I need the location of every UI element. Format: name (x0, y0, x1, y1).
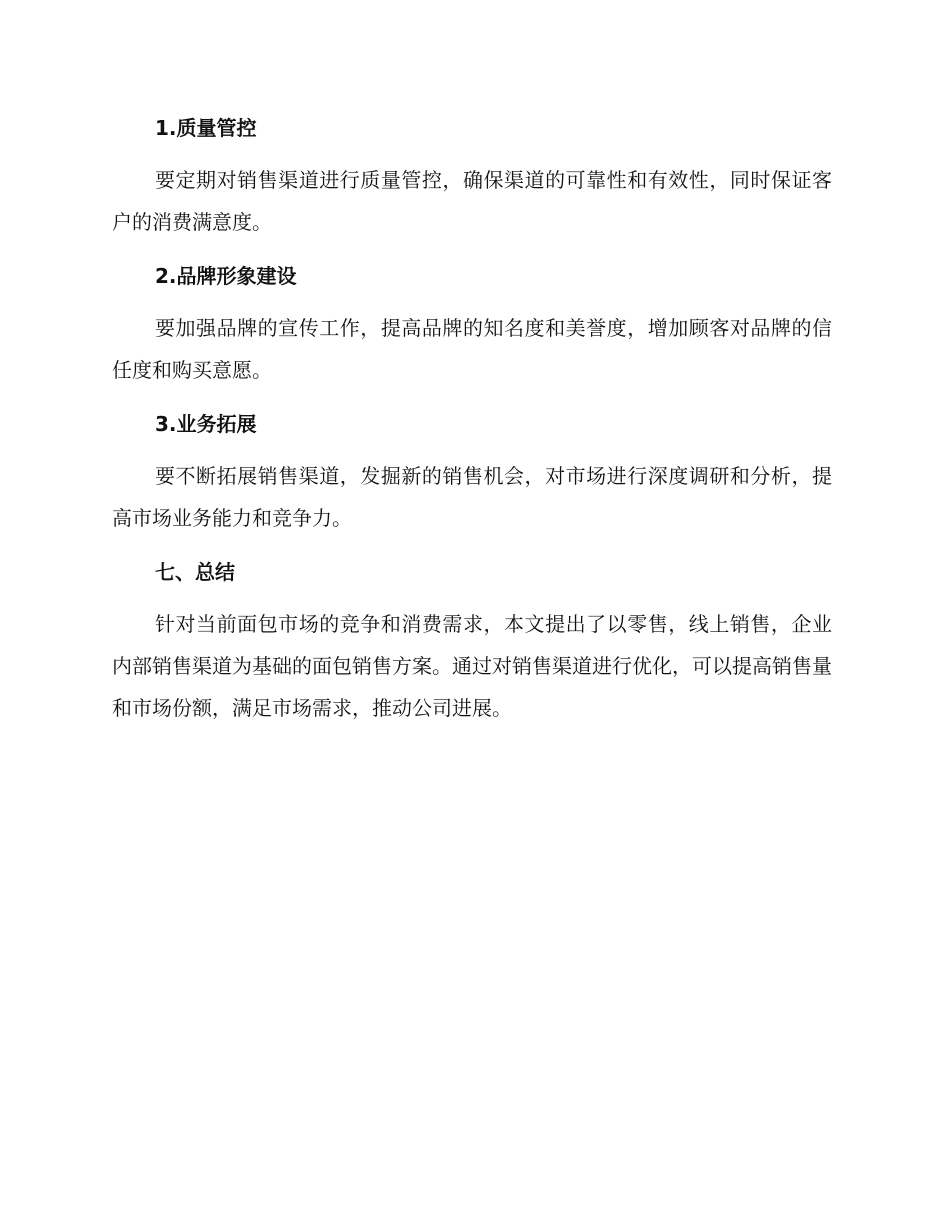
section-body-quality-control: 要定期对销售渠道进行质量管控，确保渠道的可靠性和有效性，同时保证客户的消费满意度。 (112, 168, 832, 234)
spacer (112, 444, 832, 455)
spacer (112, 148, 832, 159)
section-heading-quality-control: 1.质量管控 (155, 116, 257, 140)
spacer (112, 539, 832, 552)
section-heading-business-expansion: 3.业务拓展 (155, 412, 257, 436)
document-page (112, 108, 832, 729)
spacer (112, 243, 832, 256)
section-body-summary: 针对当前面包市场的竞争和消费需求，本文提出了以零售，线上销售，企业内部销售渠道为基础的面包销售方案。通过对销售渠道进行优化，可以提高销售量和市场份额，满足市场需求，推动公司进展。 (112, 612, 832, 720)
section-body-business-expansion: 要不断拓展销售渠道，发掘新的销售机会，对市场进行深度调研和分析，提高市场业务能力和竞争力。 (112, 464, 832, 530)
section-body-brand-image: 要加强品牌的宣传工作，提高品牌的知名度和美誉度，增加顾客对品牌的信任度和购买意愿。 (112, 316, 832, 382)
spacer (112, 391, 832, 404)
spacer (112, 592, 832, 603)
spacer (112, 296, 832, 307)
section-heading-summary: 七、总结 (155, 560, 235, 584)
section-heading-brand-image: 2.品牌形象建设 (155, 264, 297, 288)
